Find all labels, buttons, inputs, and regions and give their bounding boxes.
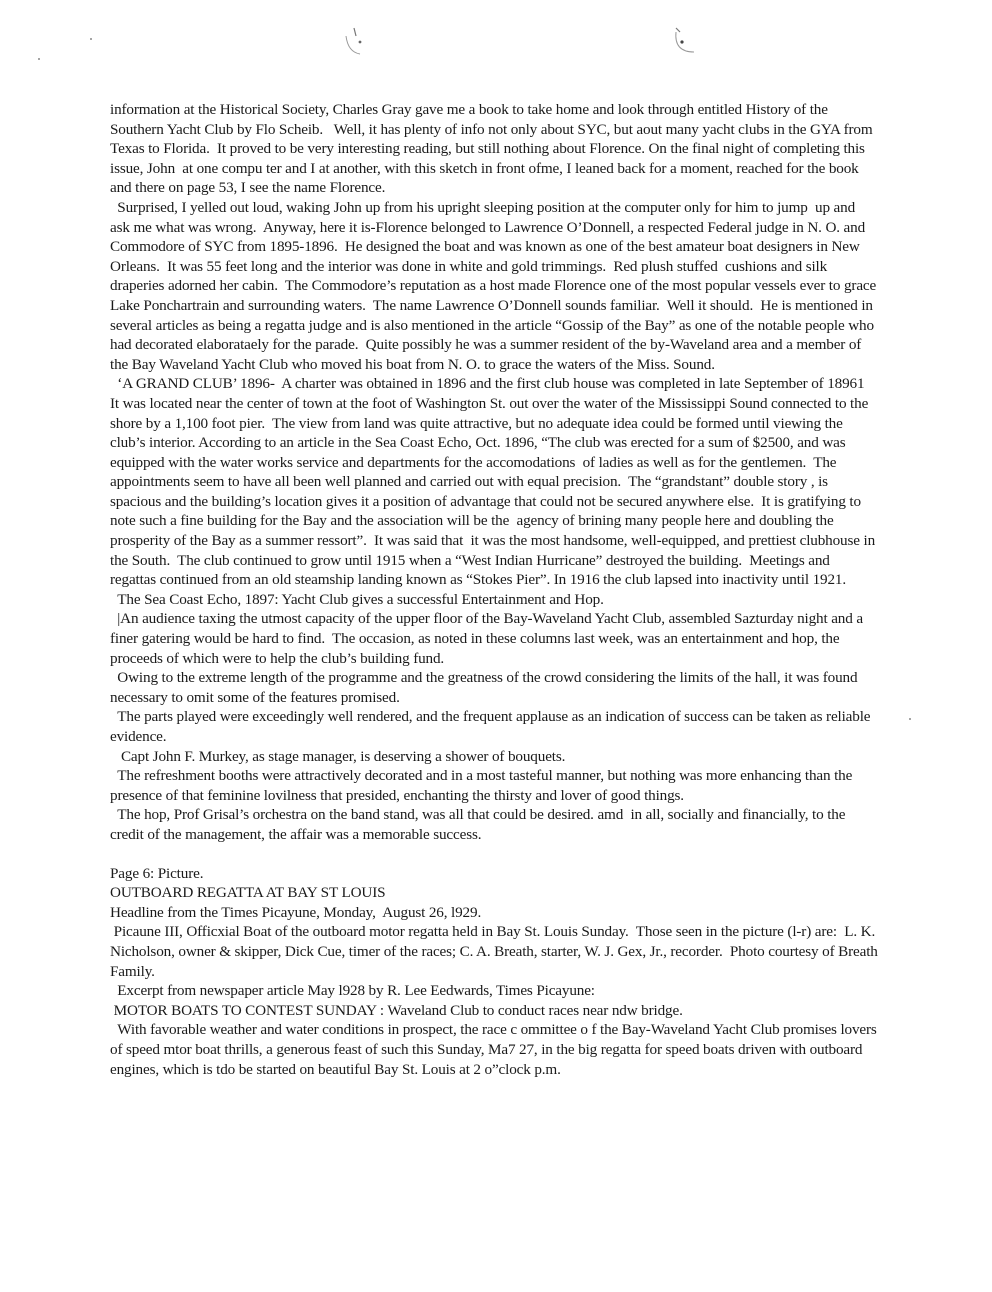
page6-headline-source: Headline from the Times Picayune, Monday, August 26, l929.	[110, 903, 482, 921]
body-paragraph: The parts played were exceedingly well rendered, and the frequent applause as an indication of success can be taken as reliable evidence.	[110, 708, 875, 745]
body-paragraph: information at the Historical Society, Charles Gray gave me a book to take home and look through entitled History of the Southern Yacht Club by Flo Scheib. Well, it has plenty of info not only about SYC, but aout many yacht clubs in the GYA from Texas to Florida. It proved to be very interesting reading, but still nothing about Florence. On the final night of completing this issue, John at one compu ter and I at another, with this sketch in front ofme, I leaned back for a moment, reached for the book and there on page 53, I see the name Florence.	[110, 101, 876, 197]
body-paragraph: Capt John F. Murkey, as stage manager, is deserving a shower of bouquets.	[110, 747, 566, 765]
page6-article-body: With favorable weather and water conditions in prospect, the race c ommittee o f the Bay-Waveland Yacht Club promises lovers of speed mtor boat thrills, a generous feast of such this Sunday, Ma7 27, in the big regatta for speed boats driven with outboard engines, which is tdo be started on beautiful Bay St. Louis at 2 o”clock p.m.	[110, 1021, 881, 1078]
page6-title: OUTBOARD REGATTA AT BAY ST LOUIS	[110, 884, 386, 902]
body-paragraph: ‘A GRAND CLUB’ 1896- A charter was obtained in 1896 and the first club house was completed in late September of 18961 It was located near the center of town at the foot of Washington St. out over the water of the Mississippi Sound connected to the shore by a 1,100 foot pier. The view from land was quite attractive, but no adequate idea could be formed until viewing the club’s interior. According to an article in the Sea Coast Echo, Oct. 1896, “The club was erected for a sum of $2500, and was equipped with the water works service and departments for the accomodations of ladies as well as for the gentlemen. The appointments seem to have all been well planned and carried out with equal precision. The “grandstant” double story , is spacious and the building’s location gives it a position of advantage that could not be secured anywhere else. It is gratifying to note such a fine building for the Bay and the association will be the agency of brining many people here and doubling the prosperity of the Bay as a summer ressort”. It was said that it was the most handsome, well-equipped, and prettiest clubhouse in the South. The club continued to grow until 1915 when a “West Indian Hurricane” destroyed the building. Meetings and regattas continued from an old steamship landing known as “Stokes Pier”. In 1916 the club lapsed into inactivity until 1921.	[110, 375, 879, 589]
scan-speck	[909, 718, 911, 720]
document-body	[110, 100, 882, 1079]
body-paragraph: The hop, Prof Grisal’s orchestra on the band stand, was all that could be desired. amd in all, socially and financially, to the credit of the management, the affair was a memorable success.	[110, 806, 849, 843]
scan-speck	[90, 38, 92, 40]
section-gap	[110, 845, 878, 864]
body-paragraph: The Sea Coast Echo, 1897: Yacht Club gives a successful Entertainment and Hop.	[110, 590, 604, 608]
binder-hole-mark-left	[336, 22, 376, 62]
scan-speck	[38, 58, 40, 60]
page6-excerpt-source: Excerpt from newspaper article May l928 by R. Lee Eedwards, Times Picayune:	[110, 982, 595, 1000]
body-paragraph: |An audience taxing the utmost capacity of the upper floor of the Bay-Waveland Yacht Club, assembled Sazturday night and a finer gatering would be hard to find. The occasion, as noted in these columns last week, was an entertainment and hop, the proceeds of which were to help the club’s building fund.	[110, 610, 867, 667]
page6-caption: Picaune III, Officxial Boat of the outboard motor regatta held in Bay St. Louis Sunday. Those seen in the picture (l-r) are: L. K. Nicholson, owner & skipper, Dick Cue, timer of the races; C. A. Breath, starter, W. J. Gex, Jr., recorder. Photo courtesy of Breath Family.	[110, 923, 882, 980]
binder-hole-mark-right	[664, 22, 704, 62]
page6-article-headline: MOTOR BOATS TO CONTEST SUNDAY : Waveland Club to conduct races near ndw bridge.	[110, 1001, 683, 1019]
body-paragraph: Surprised, I yelled out loud, waking John up from his upright sleeping position at the computer only for him to jump up and ask me what was wrong. Anyway, here it is-Florence belonged to Lawrence O’Donnell, a respected Federal judge in N. O. and Commodore of SYC from 1895-1896. He designed the boat and was known as one of the best amateur boat designers in New Orleans. It was 55 feet long and the interior was done in white and gold trimmings. Red plush stuffed cushions and silk draperies adorned her cabin. The Commodore’s reputation as a host made Florence one of the most popular vessels ever to grace Lake Ponchartrain and surrounding waters. The name Lawrence O’Donnell sounds familiar. Well it should. He is mentioned in several articles as being a regatta judge and is also mentioned in the article “Gossip of the Bay” as one of the notable people who had decorated elaborataely for the parade. Quite possibly he was a summer resident of the by-Waveland area and a member of the Bay Waveland Yacht Club who moved his boat from N. O. to grace the waters of the Miss. Sound.	[110, 198, 880, 373]
body-paragraph: The refreshment booths were attractively decorated and in a most tasteful manner, but nothing was more enhancing than the presence of that feminine lovilness that presided, enchanting the thirsty and lover of good things.	[110, 767, 856, 804]
page6-label: Page 6: Picture.	[110, 864, 204, 882]
body-paragraph: Owing to the extreme length of the programme and the greatness of the crowd considering the limits of the hall, it was found necessary to omit some of the features promised.	[110, 669, 862, 706]
